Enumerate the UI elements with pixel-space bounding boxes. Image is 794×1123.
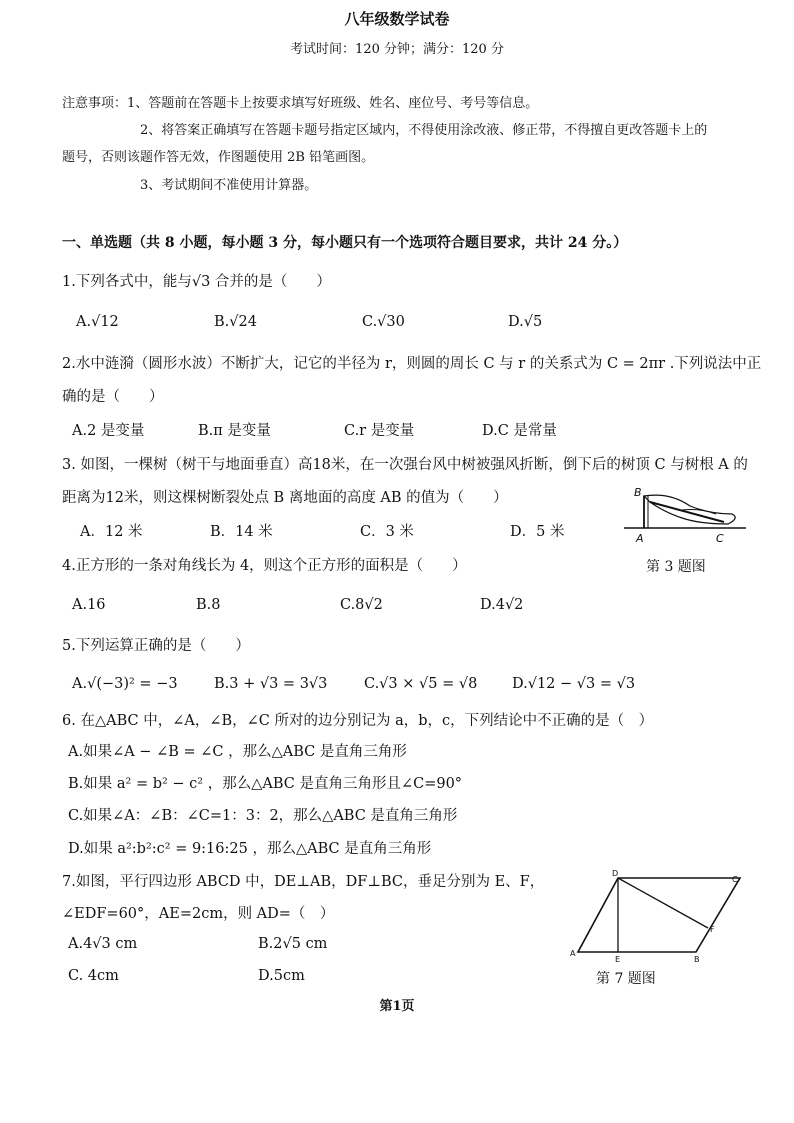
exam-info: 考试时间：120 分钟；满分：120 分 — [290, 42, 504, 57]
question-4-option-d[interactable]: D.4√2 — [480, 597, 524, 613]
question-2-option-b[interactable]: B.π 是变量 — [198, 423, 271, 439]
question-1-option-d[interactable]: D.√5 — [508, 314, 543, 330]
question-5-option-c[interactable]: C.√3 × √5 = √8 — [364, 676, 478, 692]
question-4-option-a[interactable]: A.16 — [72, 597, 106, 613]
question-6-option-a[interactable]: A.如果∠A − ∠B = ∠C ，那么△ABC 是直角三角形 — [68, 744, 407, 760]
question-5-option-a[interactable]: A.√(−3)² = −3 — [72, 676, 178, 692]
notes-item-3: 3、考试期间不准使用计算器。 — [140, 178, 318, 193]
notes-item-1-text: 1、答题前在答题卡上按要求填写好班级、姓名、座位号、考号等信息。 — [127, 96, 539, 111]
question-7-option-d[interactable]: D.5cm — [258, 968, 305, 984]
page-number: 第1页 — [379, 999, 415, 1014]
question-1-option-b[interactable]: B.√24 — [214, 314, 257, 330]
question-7-stem-line1: 7.如图，平行四边形 ABCD 中，DE⊥AB，DF⊥BC，垂足分别为 E、F， — [62, 874, 545, 890]
question-1-stem: 1.下列各式中，能与√3 合并的是（ ） — [62, 274, 331, 290]
question-2-option-d[interactable]: D.C 是常量 — [482, 423, 557, 439]
question-4-option-b[interactable]: B.8 — [196, 597, 221, 613]
figure-7-label-c: C — [732, 875, 738, 884]
question-7-option-c[interactable]: C. 4cm — [68, 968, 119, 984]
question-3-option-d[interactable]: D．5 米 — [510, 524, 565, 540]
figure-7-parallelogram — [568, 866, 758, 966]
question-4-option-c[interactable]: C.8√2 — [340, 597, 383, 613]
question-5-option-d[interactable]: D.√12 − √3 = √3 — [512, 676, 636, 692]
section-heading: 一、单选题（共 8 小题，每小题 3 分，每小题只有一个选项符合题目要求，共计 24 分。） — [62, 235, 628, 251]
figure-3-label-b: B — [634, 486, 642, 499]
question-6-option-c[interactable]: C.如果∠A：∠B：∠C=1：3：2，那么△ABC 是直角三角形 — [68, 808, 458, 824]
question-6-option-d[interactable]: D.如果 a²:b²:c² = 9:16:25 ，那么△ABC 是直角三角形 — [68, 841, 432, 857]
question-7-option-b[interactable]: B.2√5 cm — [258, 936, 328, 952]
notes-item-2b: 题号，否则该题作答无效，作图题使用 2B 铅笔画图。 — [62, 150, 375, 165]
question-7-stem-line2: ∠EDF=60°，AE=2cm，则 AD=（ ） — [62, 906, 335, 922]
page-title: 八年级数学试卷 — [344, 10, 450, 28]
notes-label: 注意事项： — [62, 96, 128, 111]
figure-7-label-e: E — [615, 955, 621, 964]
question-3-stem-line1: 3. 如图，一棵树（树干与地面垂直）高18米，在一次强台风中树被强风折断，倒下后的树顶 C 与树根 A 的 — [62, 457, 748, 473]
figure-7-label-a: A — [570, 949, 576, 958]
figure-7-label-b: B — [694, 955, 700, 964]
figure-3-label-c: C — [716, 532, 724, 545]
question-1-option-c[interactable]: C.√30 — [362, 314, 405, 330]
figure-3-caption: 第 3 题图 — [646, 559, 706, 575]
question-1-option-a[interactable]: A.√12 — [76, 314, 119, 330]
question-5-stem: 5.下列运算正确的是（ ） — [62, 638, 250, 654]
question-6-stem: 6. 在△ABC 中，∠A，∠B，∠C 所对的边分别记为 a，b，c，下列结论中不正确的是（ ） — [62, 713, 654, 729]
question-3-option-b[interactable]: B．14 米 — [210, 524, 273, 540]
figure-7-caption: 第 7 题图 — [596, 971, 656, 987]
question-2-option-a[interactable]: A.2 是变量 — [72, 423, 145, 439]
question-5-option-b[interactable]: B.3 + √3 = 3√3 — [214, 676, 328, 692]
notes-item-2a: 2、将答案正确填写在答题卡题号指定区域内，不得使用涂改液、修正带，不得擅自更改答题卡上的 — [140, 123, 708, 138]
question-3-stem-line2: 距离为12米，则这棵树断裂处点 B 离地面的高度 AB 的值为（ ） — [62, 490, 508, 506]
question-6-option-b[interactable]: B.如果 a² = b² − c² ，那么△ABC 是直角三角形且∠C=90° — [68, 776, 463, 792]
figure-3-fallen-tree — [620, 484, 750, 546]
question-3-option-c[interactable]: C．3 米 — [360, 524, 414, 540]
figure-7-label-f: F — [710, 925, 715, 934]
figure-7-label-d: D — [612, 869, 619, 878]
question-2-stem-line1: 2.水中涟漪（圆形水波）不断扩大，记它的半径为 r，则圆的周长 C 与 r 的关系式为 C = 2πr .下列说法中正 — [62, 356, 762, 372]
notes-item-1 — [62, 92, 538, 111]
question-2-option-c[interactable]: C.r 是变量 — [344, 423, 415, 439]
question-3-option-a[interactable]: A．12 米 — [80, 524, 143, 540]
question-4-stem: 4.正方形的一条对角线长为 4，则这个正方形的面积是（ ） — [62, 558, 467, 574]
figure-3-label-a: A — [636, 532, 644, 545]
question-7-option-a[interactable]: A.4√3 cm — [68, 936, 138, 952]
question-2-stem-line2: 确的是（ ） — [62, 389, 164, 405]
